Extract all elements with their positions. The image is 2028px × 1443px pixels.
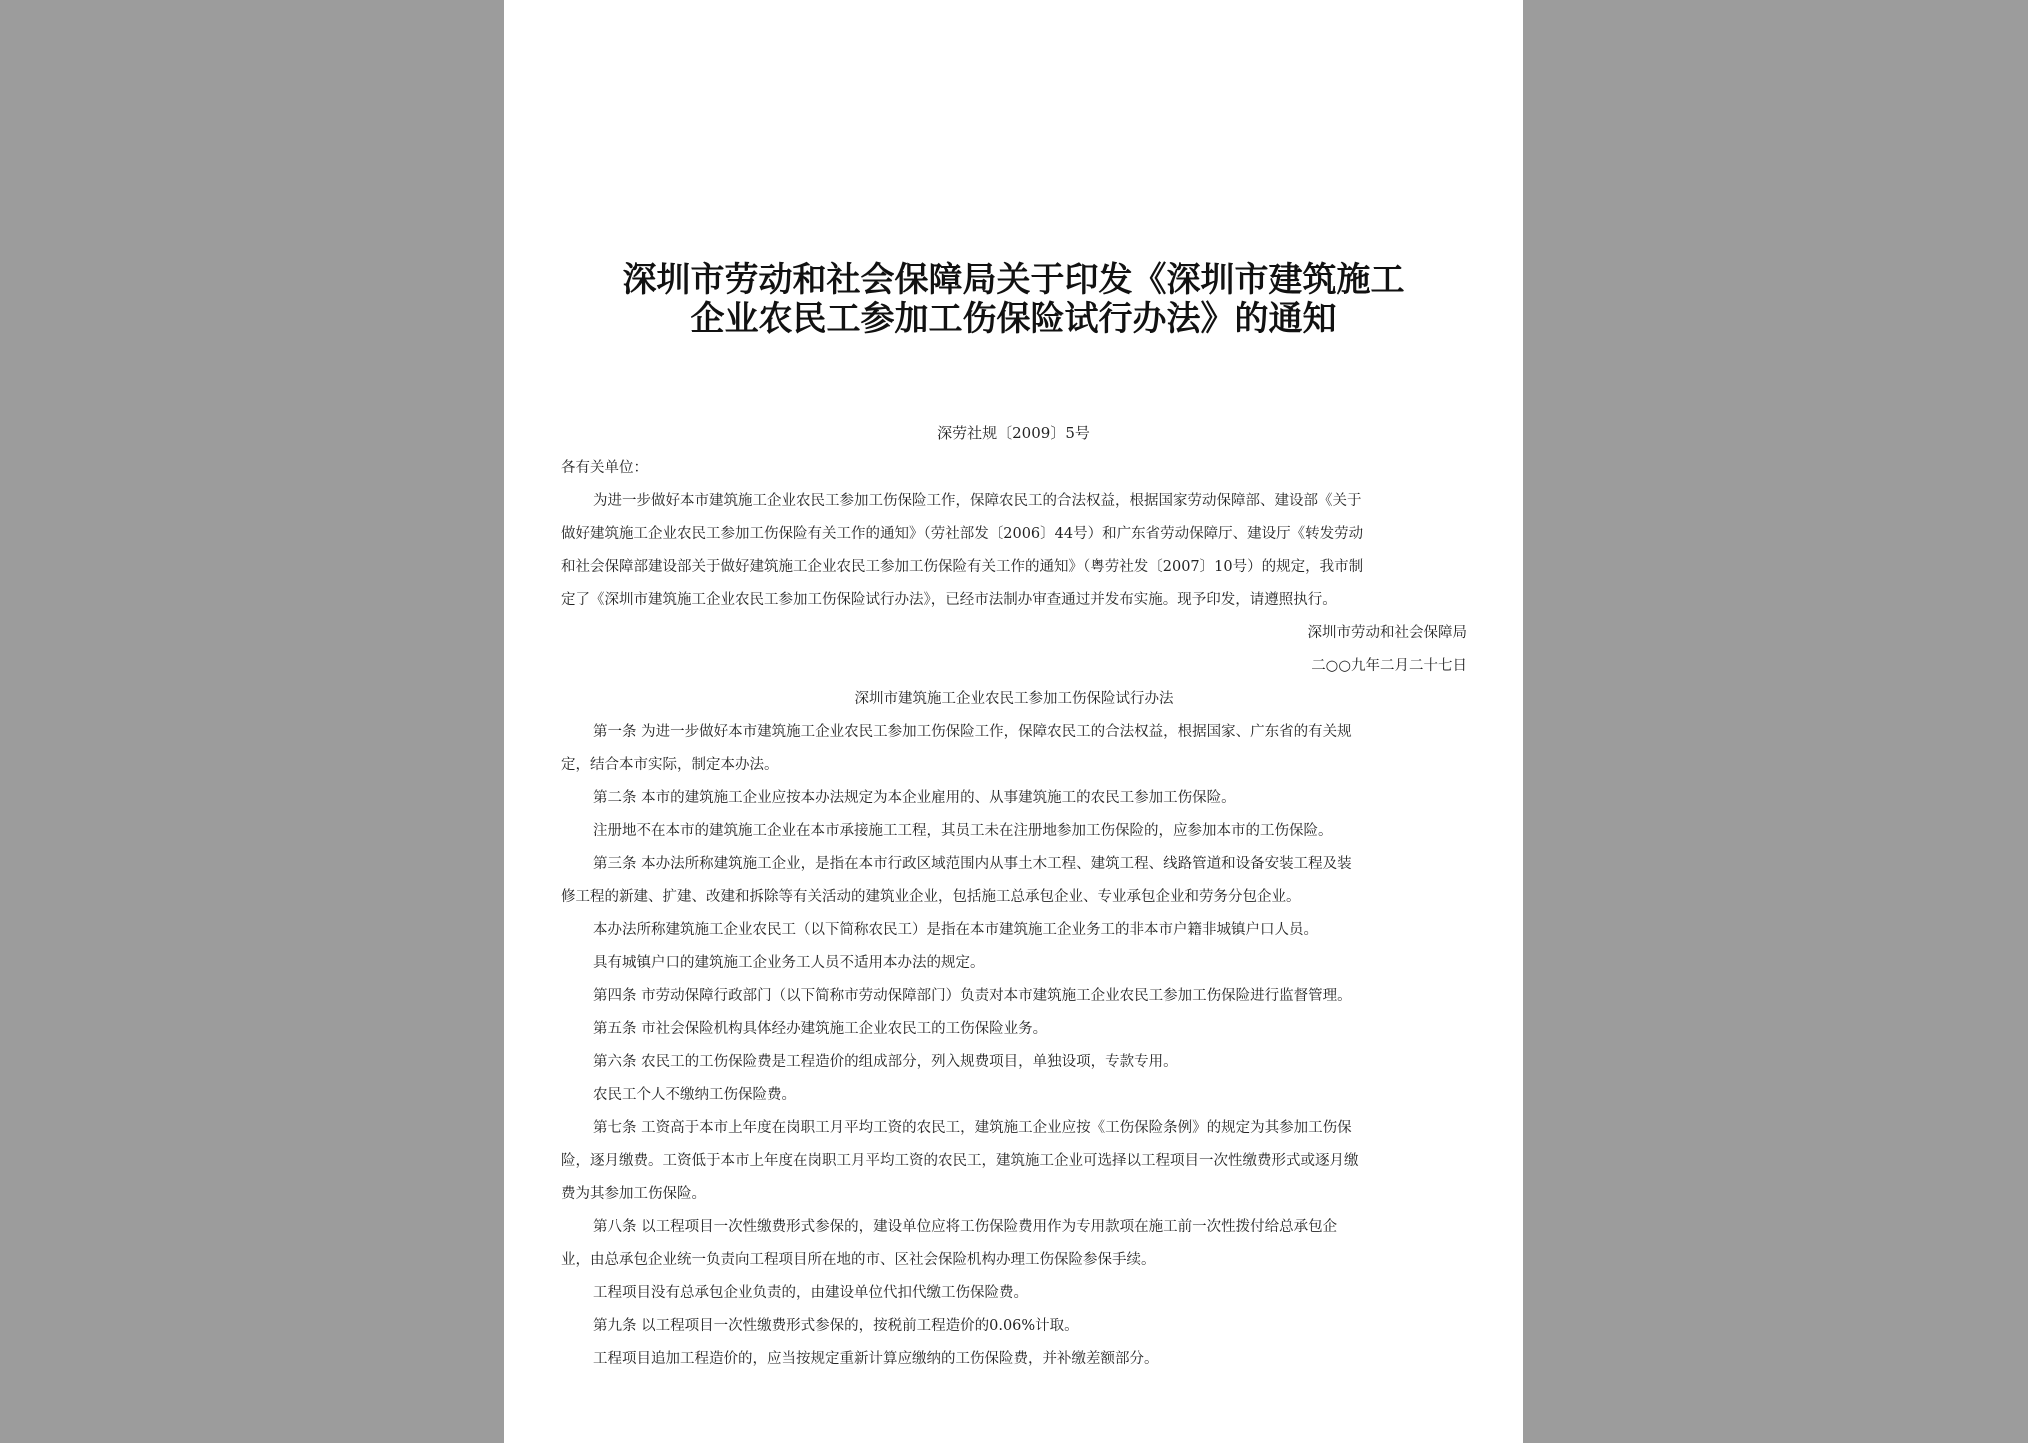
article-line: 第一条 为进一步做好本市建筑施工企业农民工参加工伤保险工作，保障农民工的合法权益，根据国家、广东省的有关规 xyxy=(593,724,1352,740)
document-number: 深劳社规〔2009〕5号 xyxy=(937,424,1090,442)
article-line: 第五条 市社会保险机构具体经办建筑施工企业农民工的工伤保险业务。 xyxy=(593,1021,1048,1037)
document-body xyxy=(561,452,1467,1376)
issuer: 深圳市劳动和社会保障局 xyxy=(1307,625,1467,641)
article-line: 定，结合本市实际，制定本办法。 xyxy=(561,757,779,773)
article-line: 第四条 市劳动保障行政部门（以下简称市劳动保障部门）负责对本市建筑施工企业农民工参加工伤保险进行监督管理。 xyxy=(593,988,1352,1004)
salutation: 各有关单位： xyxy=(561,460,648,476)
article-line: 具有城镇户口的建筑施工企业务工人员不适用本办法的规定。 xyxy=(593,955,985,971)
intro-line: 和社会保障部建设部关于做好建筑施工企业农民工参加工伤保险有关工作的通知》（粤劳社发〔2007〕10号）的规定，我市制 xyxy=(561,559,1364,575)
intro-line: 为进一步做好本市建筑施工企业农民工参加工伤保险工作，保障农民工的合法权益，根据国家劳动保障部、建设部《关于 xyxy=(593,493,1362,509)
article-line: 工程项目追加工程造价的，应当按规定重新计算应缴纳的工伤保险费，并补缴差额部分。 xyxy=(593,1351,1159,1367)
article-line: 第六条 农民工的工伤保险费是工程造价的组成部分，列入规费项目，单独设项，专款专用。 xyxy=(593,1054,1178,1070)
document-title-line-1: 深圳市劳动和社会保障局关于印发《深圳市建筑施工 xyxy=(622,260,1405,300)
article-line: 第九条 以工程项目一次性缴费形式参保的，按税前工程造价的0.06%计取。 xyxy=(593,1318,1079,1334)
article-line: 工程项目没有总承包企业负责的，由建设单位代扣代缴工伤保险费。 xyxy=(593,1285,1028,1301)
article-line: 农民工个人不缴纳工伤保险费。 xyxy=(593,1087,796,1103)
article-line: 险，逐月缴费。工资低于本市上年度在岗职工月平均工资的农民工，建筑施工企业可选择以工程项目一次性缴费形式或逐月缴 xyxy=(561,1153,1359,1169)
measures-title: 深圳市建筑施工企业农民工参加工伤保险试行办法 xyxy=(854,691,1174,707)
article-line: 第七条 工资高于本市上年度在岗职工月平均工资的农民工，建筑施工企业应按《工伤保险条例》的规定为其参加工伤保 xyxy=(593,1120,1352,1136)
article-line: 注册地不在本市的建筑施工企业在本市承接施工工程，其员工未在注册地参加工伤保险的，应参加本市的工伤保险。 xyxy=(593,823,1333,839)
article-line: 修工程的新建、扩建、改建和拆除等有关活动的建筑业企业，包括施工总承包企业、专业承包企业和劳务分包企业。 xyxy=(561,889,1301,905)
intro-line: 定了《深圳市建筑施工企业农民工参加工伤保险试行办法》，已经市法制办审查通过并发布实施。现予印发，请遵照执行。 xyxy=(561,592,1337,608)
article-line: 第八条 以工程项目一次性缴费形式参保的，建设单位应将工伤保险费用作为专用款项在施工前一次性拨付给总承包企 xyxy=(593,1219,1338,1235)
article-line: 第二条 本市的建筑施工企业应按本办法规定为本企业雇用的、从事建筑施工的农民工参加工伤保险。 xyxy=(593,790,1236,806)
article-line: 业，由总承包企业统一负责向工程项目所在地的市、区社会保险机构办理工伤保险参保手续。 xyxy=(561,1252,1156,1268)
intro-line: 做好建筑施工企业农民工参加工伤保险有关工作的通知》（劳社部发〔2006〕44号）和广东省劳动保障厅、建设厅《转发劳动 xyxy=(561,526,1364,542)
document-title xyxy=(564,261,1463,339)
article-line: 第三条 本办法所称建筑施工企业，是指在本市行政区域范围内从事土木工程、建筑工程、线路管道和设备安装工程及装 xyxy=(593,856,1352,872)
article-line: 费为其参加工伤保险。 xyxy=(561,1186,706,1202)
issue-date: 二○○九年二月二十七日 xyxy=(1311,658,1467,674)
article-line: 本办法所称建筑施工企业农民工（以下简称农民工）是指在本市建筑施工企业务工的非本市户籍非城镇户口人员。 xyxy=(593,922,1318,938)
document-title-line-2: 企业农民工参加工伤保险试行办法》的通知 xyxy=(690,299,1337,339)
document-page xyxy=(504,0,1523,1443)
